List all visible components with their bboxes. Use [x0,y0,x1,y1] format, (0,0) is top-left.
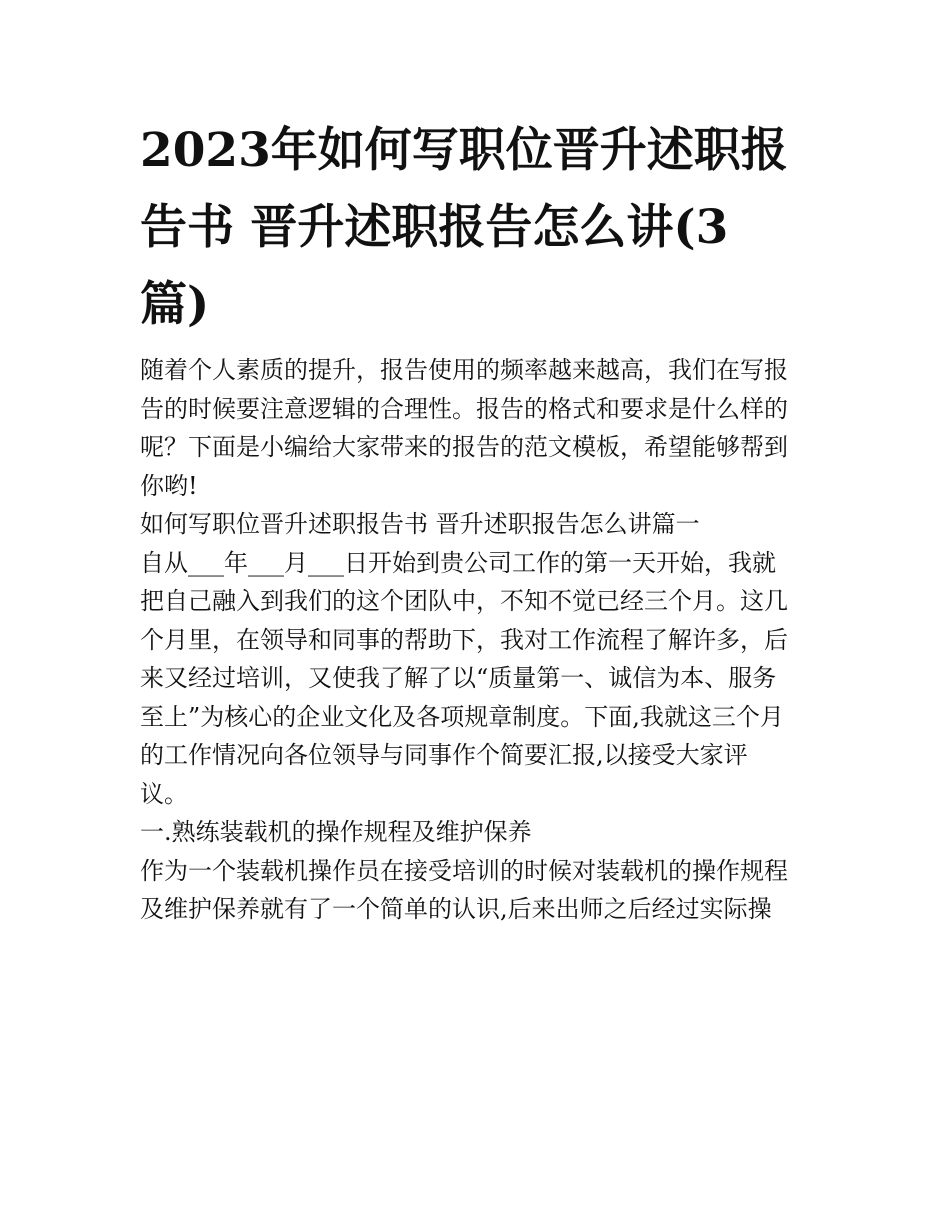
text-line: 随着个人素质的提升，报告使用的频率越来越高，我们在写报 [140,356,788,384]
text-line: 至上”为核心的企业文化及各项规章制度。下面,我就这三个月 [140,702,784,731]
text-line: 如何写职位晋升述职报告书 晋升述职报告怎么讲篇一 [140,510,700,538]
text-line: 作为一个装载机操作员在接受培训的时候对装载机的操作规程 [140,856,788,885]
text-line: 自从___年___月___日开始到贵公司工作的第一天开始，我就 [140,548,776,577]
subheading [140,813,820,852]
intro-paragraph [140,351,820,505]
text-line: 把自己融入到我们的这个团队中，不知不觉已经三个月。这几 [140,587,788,615]
text-line: 来又经过培训，又使我了解了以“质量第一、诚信为本、服务 [140,664,777,692]
document-page [140,112,820,929]
text-line: 呢？下面是小编给大家带来的报告的范文模板，希望能够帮到 [140,433,788,461]
body-paragraph [140,544,820,814]
text-line: 告的时候要注意逻辑的合理性。报告的格式和要求是什么样的 [140,394,788,423]
text-line: 议。 [140,779,188,808]
section-heading [140,505,820,544]
title-line: 2023年如何写职位晋升述职报 [140,123,788,178]
text-line: 及维护保养就有了一个简单的认识,后来出师之后经过实际操 [140,895,772,923]
title-line: 篇) [140,277,210,332]
document-title [140,112,820,343]
text-line: 的工作情况向各位领导与同事作个简要汇报,以接受大家评 [140,741,748,769]
title-line: 告书 晋升述职报告怎么讲(3 [140,200,729,255]
text-line: 一.熟练装载机的操作规程及维护保养 [140,818,532,846]
text-line: 个月里，在领导和同事的帮助下，我对工作流程了解许多，后 [140,625,788,654]
sub-body-paragraph [140,852,820,929]
text-line: 你哟! [140,471,198,500]
